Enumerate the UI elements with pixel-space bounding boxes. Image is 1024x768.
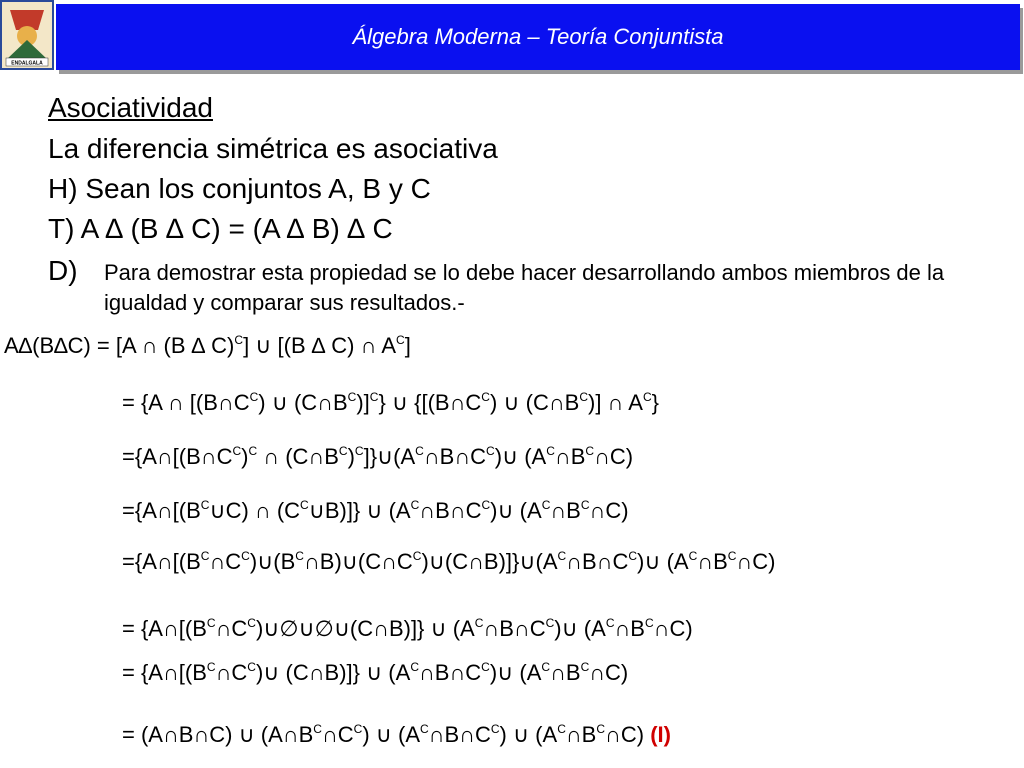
proof-intro: Para demostrar esta propiedad se lo debe hacer desarrollando ambos miembros de la igualdad y comparar sus resultados.- bbox=[104, 260, 945, 315]
proof-step: = $\{A\cap[(B^C\cap C^C)\cup\emptyset\cup\emptyset\cup(C\cap B)]\}$ ∪ $(A^C\cap B\cap C^C)\cup$ $(A^C\cap B^C\cap C)$ bbox=[122, 616, 693, 641]
proof-step: = {A ∩ [$(B\cap C^C)$ ∪ $(C\cap B^C)]^C$} ∪ {[$(B\cap C^C)$ ∪ $(C\cap B^C)$] ∩ $A^C$} bbox=[122, 390, 659, 415]
proof-label: D) bbox=[48, 255, 78, 286]
thesis: T) A ∆ (B ∆ C) = (A ∆ B) ∆ C bbox=[48, 213, 393, 244]
proof-step: $=\{A\cap[(B\cap C^C)^C$ ∩ $(C\cap B^C)^C]\}\cup(A^C\cap B\cap C^C)\cup$ $(A^C\cap B^C\cap C)$ bbox=[122, 444, 634, 469]
theorem-heading: Asociatividad bbox=[48, 92, 213, 123]
page-title: Álgebra Moderna – Teoría Conjuntista bbox=[352, 24, 724, 49]
proof-step: $=\{A\cap[(B^C\cap C^C)\cup(B^C\cap B)\cup(C\cap C^C)\cup(C\cap B)]\}\cup(A^C\cap B\cap C^C)\cup$ $(A^C\cap B^C\cap C)$ bbox=[122, 549, 776, 574]
result-tag: (I) bbox=[650, 722, 671, 747]
theorem-statement: La diferencia simétrica es asociativa bbox=[48, 133, 498, 164]
header bbox=[0, 0, 1024, 76]
proof-step: A∆(B∆C) = [A ∩ (B ∆ C)$^C$] ∪ [(B ∆ C) ∩ $A^C$] bbox=[4, 333, 411, 358]
proof-step-final bbox=[122, 722, 671, 748]
title-bar bbox=[56, 4, 1020, 70]
logo-icon bbox=[0, 0, 54, 70]
proof-step: = (A∩B∩C) ∪ $(A\cap B^C\cap C^C)$ ∪ $(A^C\cap B\cap C^C)$ ∪ $(A^C\cap B^C\cap C)$ bbox=[122, 722, 645, 747]
proof-step: $=\{A\cap[(B^C\cup C)$ ∩ $(C^C\cup B)$]} ∪ $(A^C\cap B\cap C^C)\cup$ $(A^C\cap B^C\cap C)$ bbox=[122, 498, 629, 523]
svg-text:ENDALGALA: ENDALGALA bbox=[11, 60, 43, 67]
hypothesis: H) Sean los conjuntos A, B y C bbox=[48, 173, 431, 204]
proof-step: = {$A\cap[(B^C\cap C^C)\cup$ (C∩B)]} ∪ $(A^C\cap B\cap C^C)\cup$ $(A^C\cap B^C\cap C)$ bbox=[122, 660, 629, 685]
